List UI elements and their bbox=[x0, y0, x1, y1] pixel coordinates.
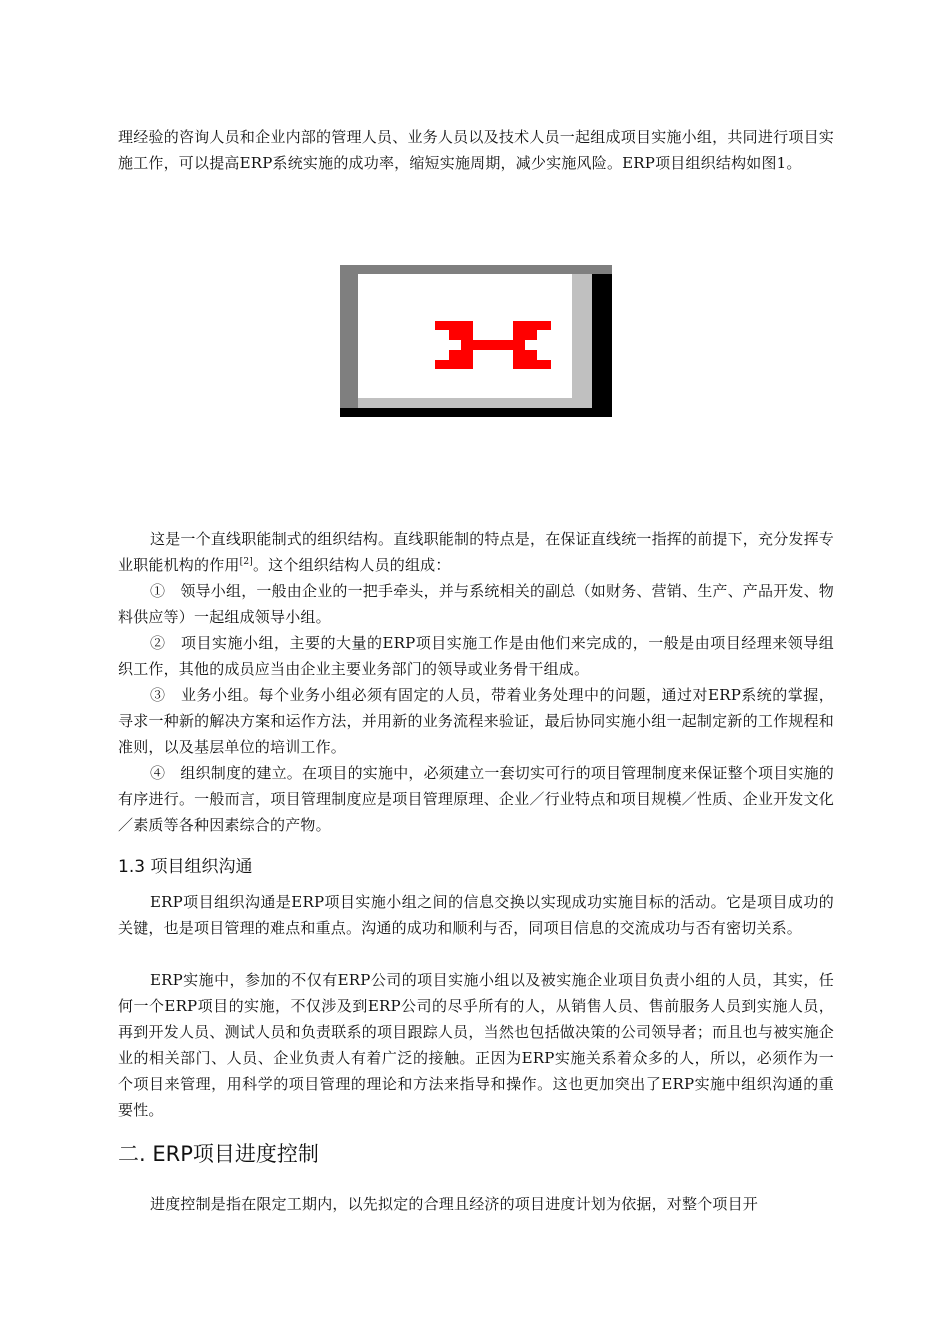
paragraph-schedule-control: 进度控制是指在限定工期内，以先拟定的合理且经济的项目进度计划为依据，对整个项目开 bbox=[150, 1195, 759, 1213]
heading-section-2: 二. ERP项目进度控制 bbox=[118, 1142, 319, 1166]
figure-inner bbox=[358, 274, 572, 398]
list-item-implementation-team: ② 项目实施小组，主要的大量的ERP项目实施工作是由他们来完成的，一般是由项目经理来领导组织工作，其他的成员应当由企业主要业务部门的领导或业务骨干组成。 bbox=[118, 634, 834, 678]
figure-frame-left bbox=[340, 265, 358, 417]
figure-frame-right-dark bbox=[592, 274, 612, 417]
list-item-business-team: ③ 业务小组。每个业务小组必须有固定的人员，带着业务处理中的问题，通过对ERP系统的掌握，寻求一种新的解决方案和运作方法，并用新的业务流程来验证，最后协同实施小组一起制定新的工作规程和准则，以及基层单位的培训工作。 bbox=[118, 686, 834, 756]
paragraph-structure bbox=[118, 526, 834, 578]
paragraph-structure-main: 这是一个直线职能制式的组织结构。直线职能制的特点是，在保证直线统一指挥的前提下，充分发挥专业职能机构的作用 bbox=[118, 530, 835, 574]
paragraph-communication: ERP项目组织沟通是ERP项目实施小组之间的信息交换以实现成功实施目标的活动。它是项目成功的关键，也是项目管理的难点和重点。沟通的成功和顺利与否，同项目信息的交流成功与否有密切关系。 bbox=[118, 893, 834, 937]
list-item-organization-system: ④ 组织制度的建立。在项目的实施中，必须建立一套切实可行的项目管理制度来保证整个项目实施的有序进行。一般而言，项目管理制度应是项目管理原理、企业／行业特点和项目规模／性质、企业开发文化／素质等各种因素综合的产物。 bbox=[118, 764, 835, 834]
figure-frame-top bbox=[340, 265, 612, 274]
heading-1-3: 1.3 项目组织沟通 bbox=[118, 857, 253, 877]
list-item-leadership: ① 领导小组，一般由企业的一把手牵头，并与系统相关的副总（如财务、营销、生产、产品开发、物料供应等）一起组成领导小组。 bbox=[118, 582, 835, 626]
paragraph-structure-tail: 。这个组织结构人员的组成： bbox=[252, 556, 451, 574]
figure-frame-bottom-dark bbox=[340, 408, 612, 417]
citation-ref: [2] bbox=[239, 557, 253, 567]
figure-frame-right-light bbox=[572, 274, 592, 408]
paragraph-intro: 理经验的咨询人员和企业内部的管理人员、业务人员以及技术人员一起组成项目实施小组，共同进行项目实施工作，可以提高ERP系统实施的成功率，缩短实施周期，减少实施风险。ERP项目组织结构如图1。 bbox=[118, 128, 834, 172]
broken-image-icon bbox=[435, 321, 551, 369]
figure-1-placeholder bbox=[340, 265, 612, 417]
figure-frame-bottom-light bbox=[358, 398, 592, 408]
paragraph-erp-implementation: ERP实施中，参加的不仅有ERP公司的项目实施小组以及被实施企业项目负责小组的人员，其实，任何一个ERP项目的实施，不仅涉及到ERP公司的尽乎所有的人，从销售人员、售前服务人员到实施人员，再到开发人员、测试人员和负责联系的项目跟踪人员，当然也包括做决策的公司领导者；而且也与被实施企业的相关部门、人员、企业负责人有着广泛的接触。正因为ERP实施关系着众多的人，所以，必须作为一个项目来管理，用科学的项目管理的理论和方法来指导和操作。这也更加突出了ERP实施中组织沟通的重要性。 bbox=[118, 971, 834, 1119]
